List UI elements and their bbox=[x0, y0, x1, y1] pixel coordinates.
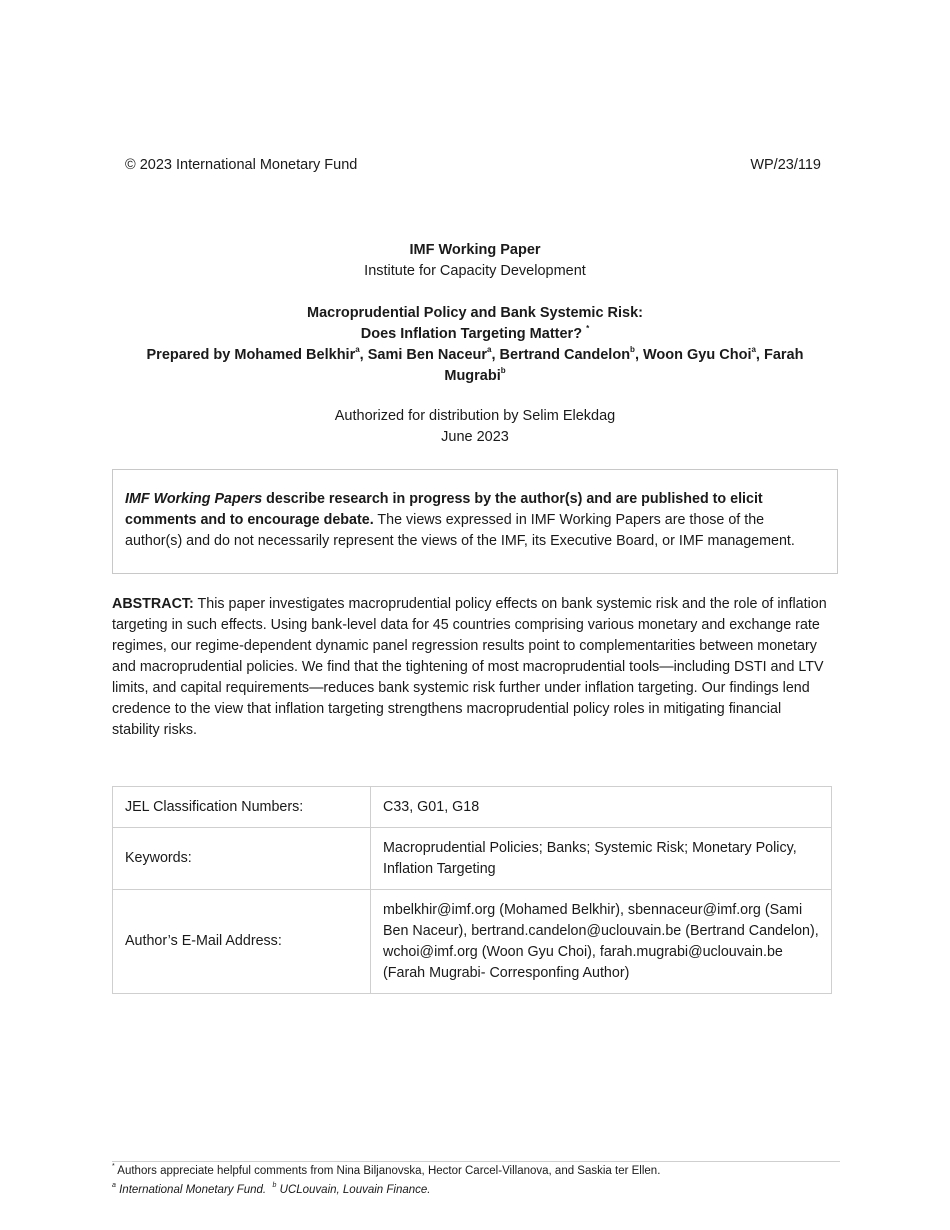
footnote-1 bbox=[112, 1162, 660, 1181]
footnote-2-affiliation-a: International Monetary Fund. bbox=[115, 1184, 273, 1196]
title-line-2 bbox=[0, 324, 950, 345]
keywords-value: Macroprudential Policies; Banks; Systemic Risk; Monetary Policy, Inflation Targeting bbox=[371, 828, 832, 890]
footnote-1-mark: * bbox=[112, 1163, 115, 1171]
author-affiliation: a bbox=[355, 345, 360, 355]
abstract-text: This paper investigates macroprudential policy effects on bank systemic risk and the role of inflation targeting in such effects. Using bank-level data for 45 countries comprising various monetary and exchange rate regimes, our regime-dependent dynamic panel regression results point to complementarities between monetary and macroprudential policies. We find that the tightening of most macroprudential tools—including DSTI and LTV limits, and capital requirements—reduces bank systemic risk further under inflation targeting. Our findings lend credence to the view that inflation targeting strengthens macroprudential policy roles in mitigating financial stability risks. bbox=[112, 596, 827, 738]
abstract bbox=[112, 594, 828, 741]
authorized-by: Authorized for distribution by Selim Elekdag bbox=[334, 408, 616, 424]
footnote-2-mark-a: a bbox=[112, 1182, 116, 1190]
footnote-1-text: Authors appreciate helpful comments from Nina Biljanovska, Hector Carcel-Villanova, and Saskia ter Ellen. bbox=[114, 1165, 661, 1177]
author-name: Bertrand Candelon bbox=[499, 347, 631, 363]
footnote-2 bbox=[112, 1181, 660, 1200]
table-row bbox=[113, 890, 832, 994]
author-affiliation: a bbox=[751, 345, 756, 355]
prepared-by-label: Prepared by bbox=[146, 347, 231, 363]
email-label: Author’s E-Mail Address: bbox=[113, 890, 371, 994]
copyright-notice: © 2023 International Monetary Fund bbox=[125, 157, 358, 173]
disclaimer-series-name: IMF Working Papers bbox=[125, 491, 263, 507]
footnote-2-affiliation-b: UCLouvain, Louvain Finance. bbox=[276, 1184, 431, 1196]
keywords-label: Keywords: bbox=[113, 828, 371, 890]
table-row bbox=[113, 828, 832, 890]
series-block bbox=[0, 240, 950, 282]
jel-label: JEL Classification Numbers: bbox=[113, 787, 371, 828]
table-row bbox=[113, 787, 832, 828]
author-name: Farah Mugrabi bbox=[444, 347, 804, 384]
footnote-2-mark-b: b bbox=[272, 1182, 277, 1190]
author-affiliation: a bbox=[487, 345, 492, 355]
disclaimer-box bbox=[112, 469, 838, 574]
jel-value: C33, G01, G18 bbox=[371, 787, 832, 828]
author-affiliation: b bbox=[630, 345, 635, 355]
series-name: IMF Working Paper bbox=[409, 242, 541, 258]
working-paper-number: WP/23/119 bbox=[750, 157, 821, 173]
author-name: Sami Ben Naceur bbox=[367, 347, 488, 363]
disclaimer-body: The views expressed in IMF Working Papers are those of the author(s) and do not necessarily represent the views of the IMF, its Executive Board, or IMF management. bbox=[125, 512, 795, 549]
title-line-1: Macroprudential Policy and Bank Systemic Risk: bbox=[306, 305, 644, 321]
title-footnote-mark: * bbox=[586, 324, 590, 334]
author-affiliation: b bbox=[500, 366, 506, 376]
distribution-block bbox=[0, 406, 950, 448]
author-list: Prepared by Mohamed Belkhir$^a$, Sami Ben Naceur$^a$, Bertrand Candelon$^b$, Woon Gyu Choi$^a$, Farah Mugrabi$^b$ bbox=[146, 345, 804, 384]
title-block bbox=[0, 303, 950, 387]
abstract-label: ABSTRACT: bbox=[112, 596, 194, 612]
title-line-2-text: Does Inflation Targeting Matter? bbox=[360, 326, 583, 342]
publication-date: June 2023 bbox=[441, 429, 509, 445]
author-name: Woon Gyu Choi bbox=[643, 347, 752, 363]
author-name: Mohamed Belkhir bbox=[234, 347, 356, 363]
footnotes bbox=[112, 1162, 660, 1200]
email-value: mbelkhir@imf.org (Mohamed Belkhir), sbennaceur@imf.org (Sami Ben Naceur), bertrand.candelon@uclouvain.be (Bertrand Candelon), wchoi@imf.org (Woon Gyu Choi), farah.mugrabi@uclouvain.be (Farah Mugrabi- Corresponfing Author) bbox=[371, 890, 832, 994]
department-name: Institute for Capacity Development bbox=[364, 263, 586, 279]
disclaimer-lead-text: describe research in progress by the author(s) and are published to elicit comments and to encourage debate. bbox=[125, 491, 763, 528]
paper-info-table bbox=[112, 786, 832, 994]
